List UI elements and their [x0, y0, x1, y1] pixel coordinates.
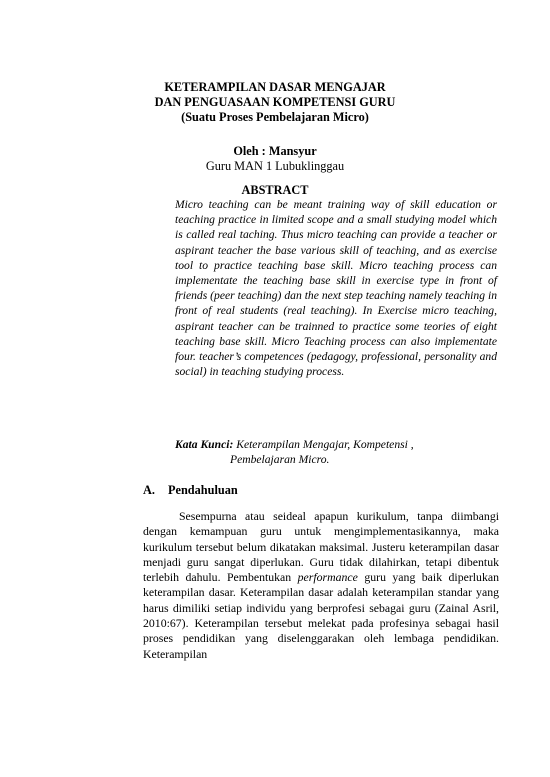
keywords-values-1: Keterampilan Mengajar, Kompetensi , — [233, 438, 414, 451]
abstract-text: Micro teaching can be meant training way of skill education or teaching practice in limited scope and a small studying model which is called real taching. Thus micro teaching can provide a teacher or aspirant teacher the base various skill of teaching, and as exercise tool to practice teaching base skill. Micro teaching process can implementate the teaching base skill in exercise type in front of friends (peer teaching) dan the next step teaching namely teaching in front of real students (real teaching). In Exercise micro teaching, aspirant teacher can be trainned to practice some teories of eight teaching base skill. Micro Teaching process can also implementate four. teacher’s competences (pedagogy, professional, personality and social) in teaching studying process. — [175, 198, 497, 379]
section-body-text — [143, 509, 499, 662]
keywords-values-2: Pembelajaran Micro. — [230, 453, 330, 467]
body-text-italic: performance — [297, 570, 358, 585]
section-heading — [143, 483, 238, 498]
body-text-part-2: guru yang baik diperlukan keterampilan dasar. Keterampilan dasar adalah keterampilan standar yang harus dimiliki setiap individu yang berprofesi sebagai guru (Zainal Asril, 2010:67). Keterampilan tersebut melekat pada profesinya sebagai hasil proses pendidikan yang diselenggarakan oleh lembaga pendidikan. Keterampilan — [143, 570, 499, 661]
title-line-3: (Suatu Proses Pembelajaran Micro) — [181, 110, 369, 124]
author-name: Oleh : Mansyur — [233, 144, 317, 158]
section-number: A. — [143, 483, 155, 497]
title-line-2: DAN PENGUASAAN KOMPETENSI GURU — [154, 95, 396, 109]
keywords-line-1 — [175, 437, 497, 452]
keywords — [175, 437, 497, 467]
body-text-part-1: Sesempurna atau seideal apapun kurikulum, tanpa diimbangi dengan kemampuan guru untuk mengimplementasikannya, maka kurikulum tersebut belum dikatakan maksimal. Justeru keterampilan dasar menjadi guru sangat diperlukan. Guru tidak dilahirkan, tetapi dibentuk terlebih dahulu. Pembentukan — [143, 509, 499, 585]
abstract-heading: ABSTRACT — [241, 183, 309, 197]
author-block — [100, 144, 450, 174]
keywords-label: Kata Kunci: — [175, 438, 234, 451]
title-line-1: KETERAMPILAN DASAR MENGAJAR — [164, 80, 386, 94]
section-title: Pendahuluan — [168, 483, 238, 497]
author-affiliation: Guru MAN 1 Lubuklinggau — [205, 159, 345, 173]
paper-title — [100, 80, 450, 125]
